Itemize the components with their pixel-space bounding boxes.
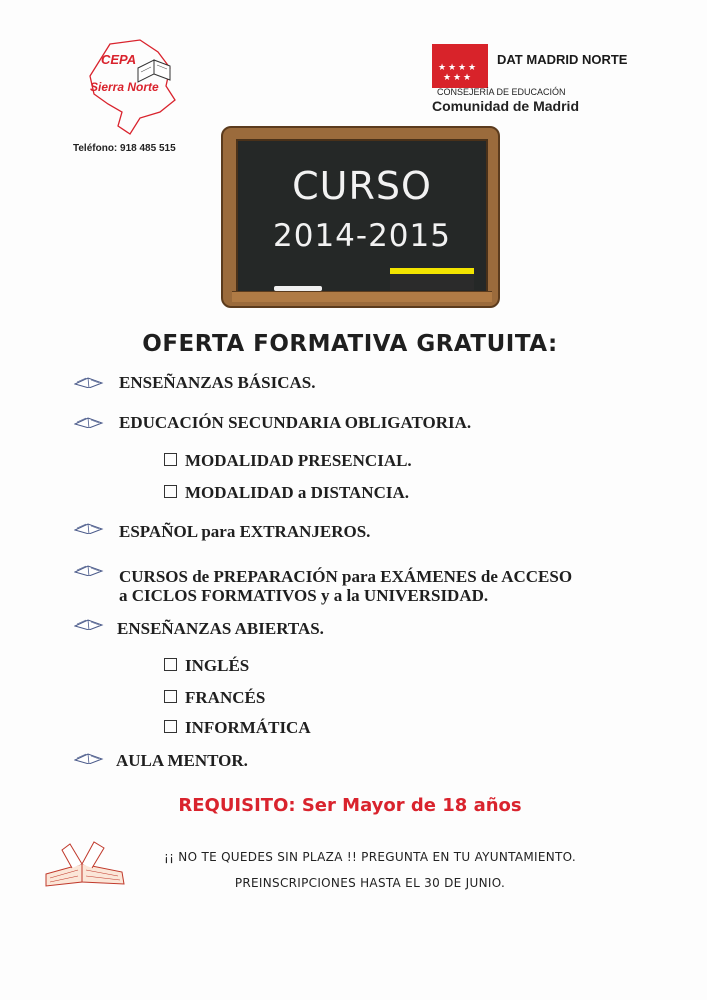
checkbox-icon [164,658,177,671]
madrid-flag-icon [432,44,488,88]
sub-informatica-label: INFORMÁTICA [185,718,311,737]
sub-ingles [164,656,249,676]
sub-frances [164,688,265,708]
offer-title: OFERTA FORMATIVA GRATUITA: [142,331,558,357]
book-icon [74,520,104,534]
footer-line1: ¡¡ NO TE QUEDES SIN PLAZA !! PREGUNTA EN TU AYUNTAMIENTO. [163,850,577,864]
item-secundaria: EDUCACIÓN SECUNDARIA OBLIGATORIA. [119,413,472,432]
svg-text:★: ★ [448,63,457,73]
sub-distancia [164,483,409,503]
svg-text:★: ★ [438,63,447,73]
book-icon [138,60,170,82]
svg-text:★: ★ [453,73,462,83]
book-icon [74,616,104,630]
sub-distancia-label: MODALIDAD a DISTANCIA. [185,483,410,502]
open-book-icon [42,838,128,888]
consejeria-label: CONSEJERÍA DE EDUCACIÓN [437,87,566,97]
checkbox-icon [164,690,177,703]
book-icon [74,750,104,764]
sub-ingles-label: INGLÉS [185,656,250,675]
book-icon [74,414,104,428]
sub-informatica [164,718,311,738]
requirement: REQUISITO: Ser Mayor de 18 años [178,795,522,816]
eraser-icon [390,268,474,290]
item-abiertas: ENSEÑANZAS ABIERTAS. [117,619,324,638]
dat-title: DAT MADRID NORTE [497,52,628,67]
cepa-name: CEPA [101,52,137,67]
svg-text:★: ★ [463,73,472,83]
sub-presencial-label: MODALIDAD PRESENCIAL. [185,451,412,470]
chalkboard-ledge [232,291,492,302]
checkbox-icon [164,453,177,466]
board-title: CURSO [292,164,432,208]
item-basicas: ENSEÑANZAS BÁSICAS. [119,373,316,392]
sub-frances-label: FRANCÉS [185,688,266,707]
item-cursos-line1: CURSOS de PREPARACIÓN para EXÁMENES de ACCESO [119,567,573,586]
book-icon [74,374,104,388]
book-icon [74,562,104,576]
svg-text:★: ★ [458,63,467,73]
item-espanol: ESPAÑOL para EXTRANJEROS. [119,522,371,541]
comunidad-label: Comunidad de Madrid [432,98,579,114]
phone-number: Teléfono: 918 485 515 [73,143,176,154]
cepa-location: Sierra Norte [90,80,159,94]
chalk-icon [274,286,322,291]
checkbox-icon [164,720,177,733]
item-cursos-line2: a CICLOS FORMATIVOS y a la UNIVERSIDAD. [119,586,489,605]
svg-text:★: ★ [443,73,452,83]
checkbox-icon [164,485,177,498]
board-year: 2014-2015 [273,218,451,254]
svg-text:★: ★ [468,63,477,73]
footer-line2: PREINSCRIPCIONES HASTA EL 30 DE JUNIO. [234,876,506,890]
sub-presencial [164,451,412,471]
item-mentor: AULA MENTOR. [116,751,248,770]
